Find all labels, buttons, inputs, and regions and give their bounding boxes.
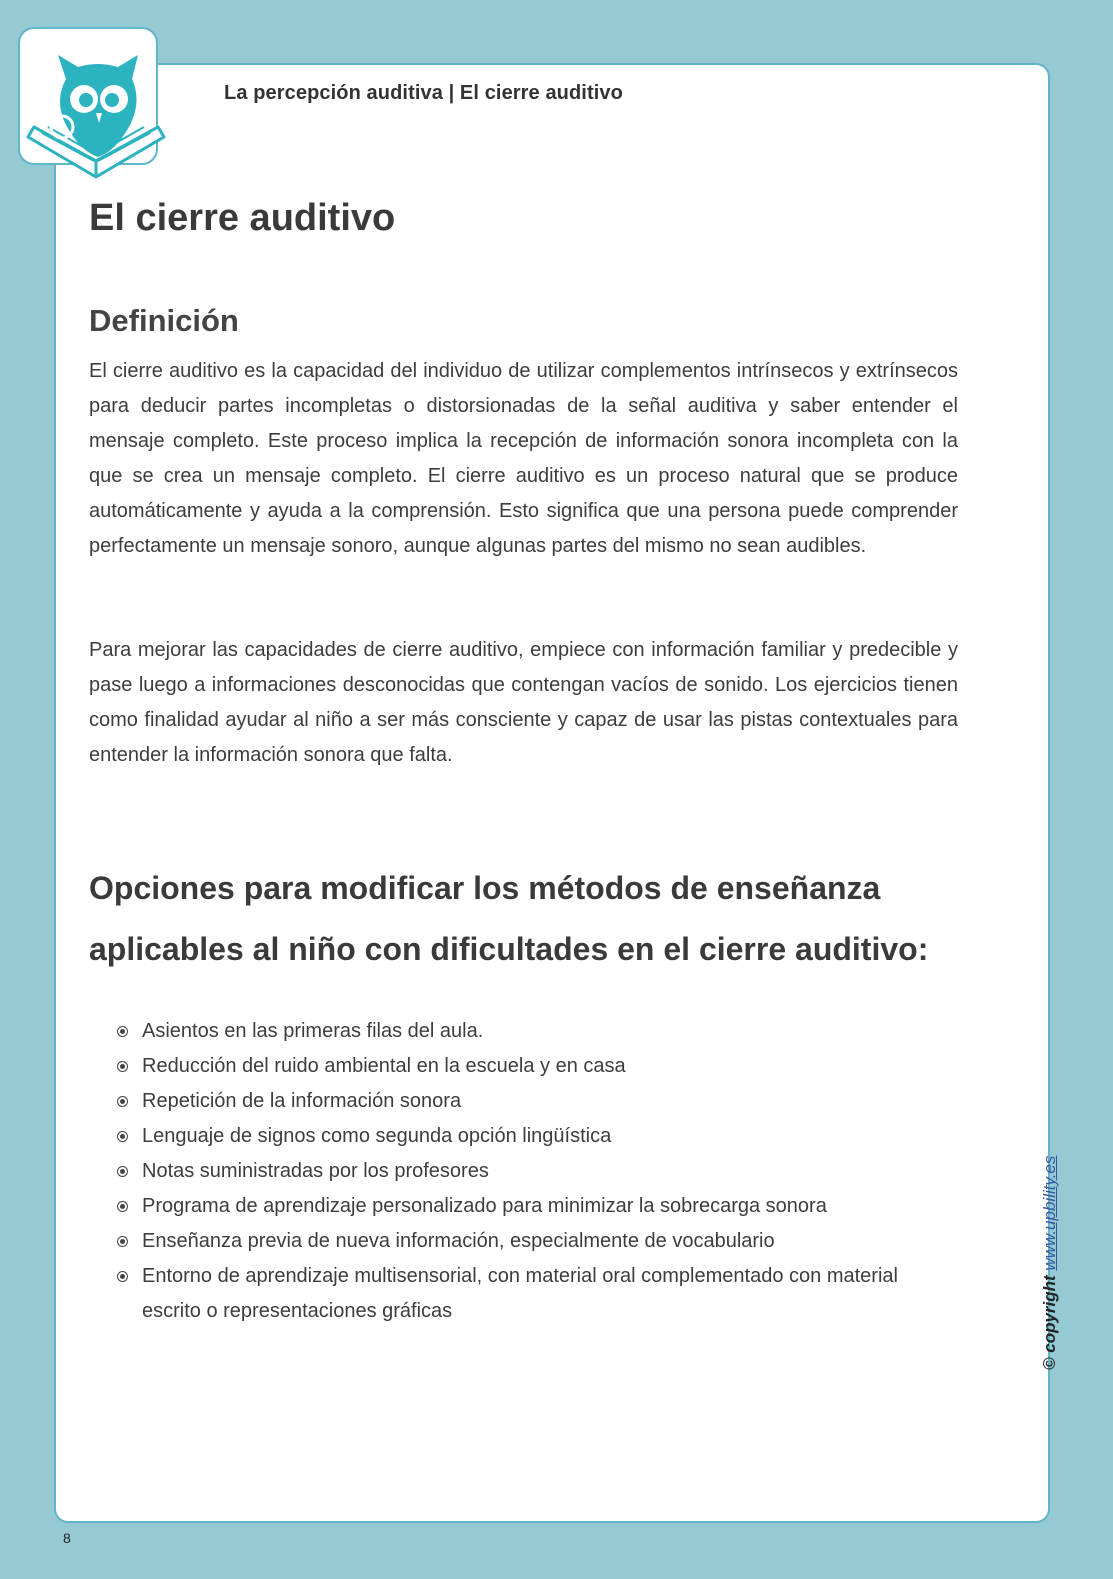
radio-bullet-icon — [117, 1026, 128, 1037]
radio-bullet-icon — [117, 1166, 128, 1177]
definition-paragraph: El cierre auditivo es la capacidad del individuo de utilizar complementos intrínsecos y extrínsecos para deducir partes incompletas o distorsionadas de la señal auditiva y saber entender el mensaje completo. Este proceso implica la recepción de información sonora incompleta con la que se crea un mensaje completo. El cierre auditivo es un proceso natural que se produce automáticamente y ayuda a la comprensión. Esto significa que una persona puede comprender perfectamente un mensaje sonoro, aunque algunas partes del mismo no sean audibles. — [89, 360, 958, 557]
list-item-text: Programa de aprendizaje personalizado para minimizar la sobrecarga sonora — [142, 1195, 827, 1217]
improvement-paragraph: Para mejorar las capacidades de cierre auditivo, empiece con información familiar y predecible y pase luego a informaciones desconocidas que contengan vacíos de sonido. Los ejercicios tienen como finalidad ayudar al niño a ser más consciente y capaz de usar las pistas contextuales para entender la información sonora que falta. — [89, 639, 958, 766]
options-heading-line-2: aplicables al niño con dificultades en el cierre auditivo: — [89, 931, 929, 967]
list-item — [117, 1189, 957, 1224]
options-list — [117, 1014, 957, 1329]
list-item-text: Entorno de aprendizaje multisensorial, con material oral complementado con material escrito o representaciones gráficas — [142, 1265, 898, 1322]
list-item — [117, 1049, 957, 1084]
list-item-text: Asientos en las primeras filas del aula. — [142, 1020, 484, 1042]
list-item-text: Lenguaje de signos como segunda opción lingüística — [142, 1125, 612, 1147]
logo — [18, 27, 158, 165]
radio-bullet-icon — [117, 1131, 128, 1142]
list-item — [117, 1154, 957, 1189]
options-heading-line-1: Opciones para modificar los métodos de enseñanza — [89, 870, 881, 906]
running-header: La percepción auditiva | El cierre auditivo — [224, 82, 623, 104]
list-item-text: Notas suministradas por los profesores — [142, 1160, 489, 1182]
list-item — [117, 1224, 957, 1259]
options-heading — [89, 858, 969, 980]
list-item-text: Reducción del ruido ambiental en la escuela y en casa — [142, 1055, 626, 1077]
copyright-notice — [1040, 1156, 1060, 1370]
list-item-text: Repetición de la información sonora — [142, 1090, 462, 1112]
list-item — [117, 1119, 957, 1154]
page-title: El cierre auditivo — [89, 197, 396, 239]
radio-bullet-icon — [117, 1096, 128, 1107]
page-number: 8 — [63, 1530, 71, 1546]
list-item-text: Enseñanza previa de nueva información, especialmente de vocabulario — [142, 1230, 775, 1252]
radio-bullet-icon — [117, 1201, 128, 1212]
list-item — [117, 1084, 957, 1119]
list-item — [117, 1259, 957, 1329]
copyright-link[interactable]: www.upbility.es — [1040, 1155, 1059, 1271]
list-item — [117, 1014, 957, 1049]
copyright-label: © copyright — [1040, 1275, 1059, 1370]
radio-bullet-icon — [117, 1236, 128, 1247]
radio-bullet-icon — [117, 1271, 128, 1282]
radio-bullet-icon — [117, 1061, 128, 1072]
definition-heading: Definición — [89, 303, 239, 338]
owl-reading-book-icon — [8, 27, 178, 197]
